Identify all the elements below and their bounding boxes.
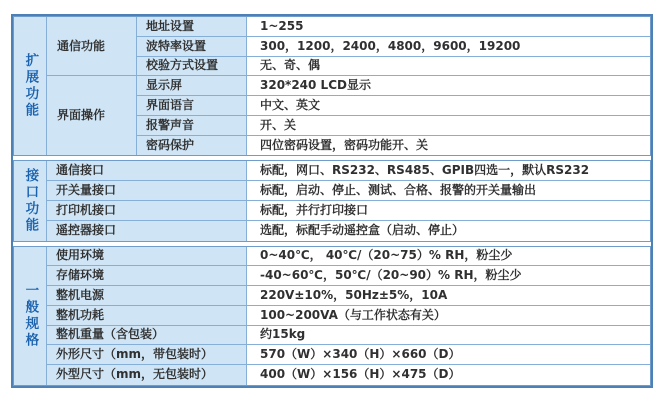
spec-row-label: 整机重量（含包装）	[47, 326, 247, 346]
spec-row-label: 使用环境	[47, 247, 247, 267]
section-label-general-specs: 一般规格	[14, 247, 47, 385]
spec-row-value: 标配，启动、停止、测试、合格、报警的开关量输出	[247, 181, 650, 201]
spec-row-value: 四位密码设置，密码功能开、关	[247, 136, 650, 156]
group-label: 界面操作	[47, 76, 137, 155]
spec-row-value: 中文、英文	[247, 96, 650, 116]
spec-row-label: 遥控器接口	[47, 221, 247, 241]
spec-row-value: 400（W）×156（H）×475（D）	[247, 365, 650, 385]
spec-row-label: 显示屏	[137, 76, 247, 96]
spec-row-label: 校验方式设置	[137, 57, 247, 77]
spec-table	[11, 14, 653, 388]
spec-row-value: 320*240 LCD显示	[247, 76, 650, 96]
spec-row-label: 外型尺寸（mm，无包装时）	[47, 365, 247, 385]
spec-row-label: 外形尺寸（mm，带包装时）	[47, 345, 247, 365]
section-extended-functions	[13, 16, 651, 156]
spec-row-value: 300，1200，2400，4800，9600，19200	[247, 37, 650, 57]
spec-row-value: 标配，并行打印接口	[247, 201, 650, 221]
spec-row-value: 570（W）×340（H）×660（D）	[247, 345, 650, 365]
spec-row-value: 标配，网口、RS232、RS485、GPIB四选一，默认RS232	[247, 161, 650, 181]
spec-row-label: 开关量接口	[47, 181, 247, 201]
spec-row-value: 220V±10%，50Hz±5%，10A	[247, 286, 650, 306]
spec-row-label: 密码保护	[137, 136, 247, 156]
spec-row-label: 存储环境	[47, 266, 247, 286]
section-label-interface-functions: 接口功能	[14, 161, 47, 240]
spec-row-value: 1~255	[247, 17, 650, 37]
spec-row-label: 地址设置	[137, 17, 247, 37]
group-label: 通信功能	[47, 17, 137, 76]
spec-row-label: 通信接口	[47, 161, 247, 181]
spec-row-value: 开、关	[247, 116, 650, 136]
spec-row-label: 整机功耗	[47, 306, 247, 326]
spec-row-value: -40~60℃，50℃/（20~90）% RH，粉尘少	[247, 266, 650, 286]
spec-row-value: 无、奇、偶	[247, 57, 650, 77]
spec-row-label: 打印机接口	[47, 201, 247, 221]
spec-row-label: 整机电源	[47, 286, 247, 306]
spec-row-value: 100~200VA（与工作状态有关）	[247, 306, 650, 326]
spec-row-label: 波特率设置	[137, 37, 247, 57]
spec-row-value: 选配，标配手动遥控盒（启动、停止）	[247, 221, 650, 241]
section-label-extended-functions: 扩展功能	[14, 17, 47, 155]
spec-row-label: 界面语言	[137, 96, 247, 116]
section-interface-functions	[13, 160, 651, 241]
section-general-specs	[13, 246, 651, 386]
spec-row-value: 0~40℃， 40℃/（20~75）% RH，粉尘少	[247, 247, 650, 267]
spec-row-label: 报警声音	[137, 116, 247, 136]
spec-row-value: 约15kg	[247, 326, 650, 346]
